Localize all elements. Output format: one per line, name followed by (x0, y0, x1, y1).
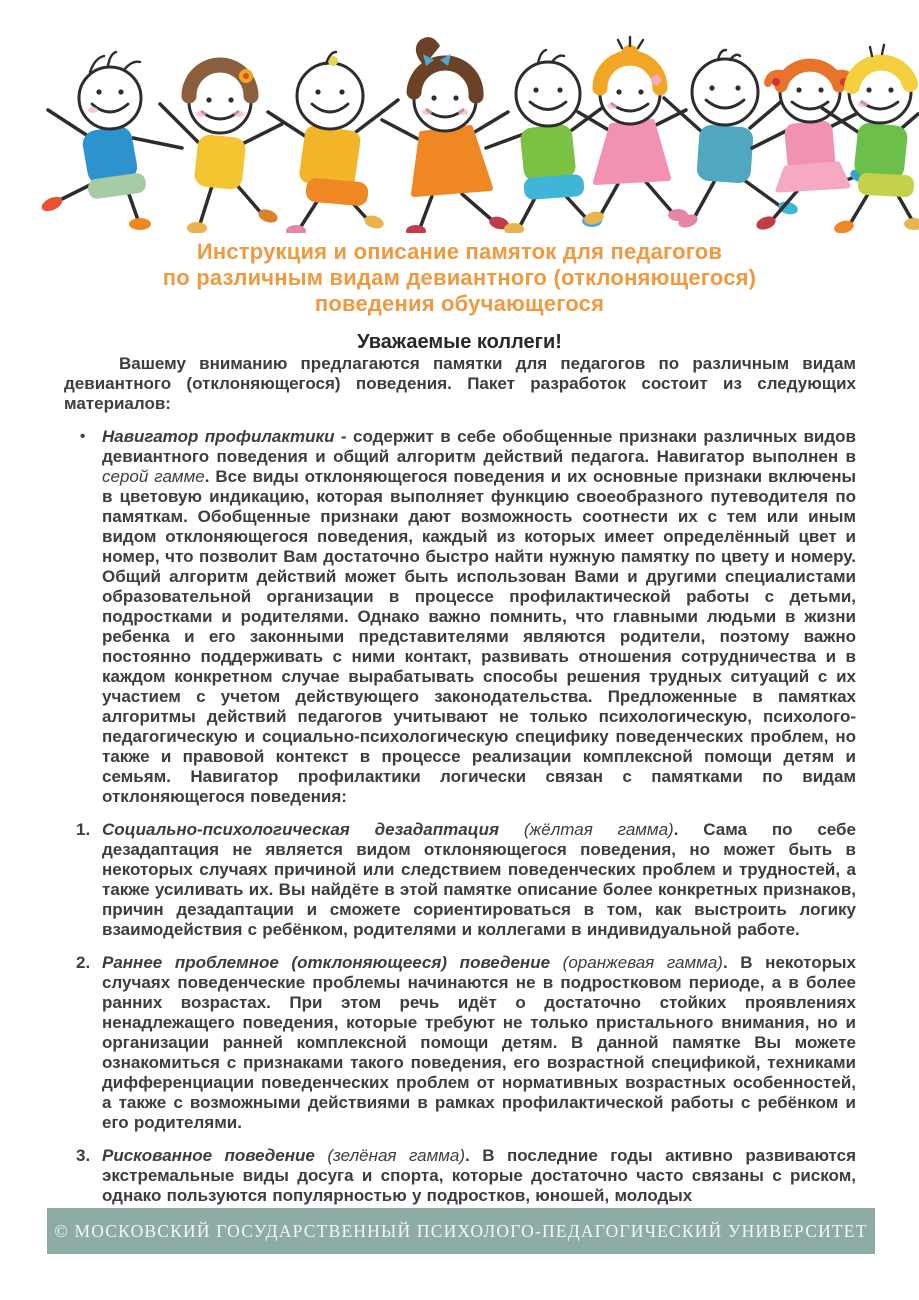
item-3-lead: Рискованное поведение (102, 1146, 315, 1165)
item-1-text (102, 820, 856, 940)
dancing-children-illustration (0, 28, 919, 233)
page-title-line-2: по различным видам девиантного (отклоняющегося) (162, 265, 757, 290)
numbered-item-2 (64, 953, 856, 1133)
child-boy-overalls (268, 52, 398, 233)
navigator-item-lead: Навигатор профилактики (102, 427, 335, 446)
item-3-number: 3. (76, 1146, 91, 1165)
navigator-item (64, 427, 856, 807)
numbered-item-1 (64, 820, 856, 940)
page-title (0, 239, 919, 317)
footer-copyright-text: © МОСКОВСКИЙ ГОСУДАРСТВЕННЫЙ ПСИХОЛОГО-ПЕДАГОГИЧЕСКИЙ УНИВЕРСИТЕТ (54, 1220, 868, 1241)
intro-paragraph: Вашему вниманию предлагаются памятки для педагогов по различным видам девиантного (отклоняющегося) поведения. Пакет разработок состоит из следующих материалов: (64, 354, 856, 413)
footer-bar (47, 1208, 875, 1254)
numbered-item-3 (64, 1146, 856, 1206)
item-3-text (102, 1146, 856, 1206)
navigator-item-body-1: - содержит в себе обобщенные признаки различных видов девиантного поведения и общий алгоритм действий педагога. Навигатор выполнен в (102, 427, 856, 466)
bullet-marker: • (80, 428, 86, 445)
child-girl-orange-dress (382, 37, 510, 233)
item-3-body: . В последние годы активно развиваются экстремальные виды досуга и спорта, которые достаточно часто связаны с риском, однако пользуются популярностью у подростков, юношей, молодых (102, 1146, 857, 1205)
child-boy-blue (39, 52, 182, 230)
item-2-text (102, 953, 856, 1133)
navigator-item-body-2: . Все виды отклоняющегося поведения и их основные признаки включены в цветовую индикацию, которая выполняет функцию своеобразного путеводителя по памяткам. Обобщенные признаки дают возможность соотнести их с тем или иным видом отклоняющегося поведения, каждый из которых имеет определённый цвет и номер, что позволит Вам достаточно быстро найти нужную памятку по цвету и номеру. Общий алгоритм действий может быть использован Вами и другими специалистами образовательной организации в процессе профилактической работы с детьми, подростками и родителями. Однако важно помнить, что главными людьми в жизни ребенка и его законными представителями являются родители, поэтому важно постоянно поддерживать с ними контакт, развивать отношения сотрудничества и в каждом конкретном случае вырабатывать способы решения трудных ситуаций с их участием с учетом действующего законодательства. Предложенные в памятках алгоритмы действий педагогов учитывают не только психологическую, психолого-педагогическую и социально-психологическую специфику поведенческих проблем, но также и правовой контекст в процессе реализации комплексной помощи детям и семьям. Навигатор профилактики логически связан с памятками по видам отклоняющегося поведения: (102, 467, 856, 806)
item-2-gamma: (оранжевая гамма) (550, 953, 723, 972)
navigator-item-italic-phrase: серой гамме (102, 467, 205, 486)
page-title-line-3: поведения обучающегося (314, 291, 605, 316)
greeting-heading: Уважаемые коллеги! (357, 331, 562, 353)
item-3-gamma: (зелёная гамма) (314, 1146, 466, 1165)
document-body (0, 354, 919, 1206)
item-2-lead: Раннее проблемное (отклоняющееся) поведение (102, 953, 551, 972)
navigator-item-text (102, 427, 856, 807)
header-illustration-area (0, 28, 919, 233)
item-1-number: 1. (76, 820, 91, 839)
page-title-line-1: Инструкция и описание памяток для педагогов (196, 239, 723, 264)
child-girl-pink-dress (578, 37, 688, 226)
child-boy-green (486, 50, 610, 233)
item-2-number: 2. (76, 953, 91, 972)
item-1-lead: Социально-психологическая дезадаптация (102, 820, 500, 839)
item-2-body: . В некоторых случаях поведенческие проблемы начинаются не в подростковом периоде, а в более ранних возрастах. При этом речь идёт о достаточно стойких проявлениях ненадлежащего поведения, которые требуют не только пристального внимания, но и организации ранней комплексной помощи детям. В данной памятке Вы можете ознакомиться с признаками такого поведения, его возрастной спецификой, техниками дифференциации поведенческих проблем от нормативных возрастных особенностей, а также с возможными действиями в рамках профилактической работы с ребёнком и его родителями. (102, 953, 856, 1132)
item-1-body: . Сама по себе дезадаптация не является видом отклоняющегося поведения, но может быть в некоторых случаях причиной или следствием поведенческих проблем и трудностей, а также усиливать их. Вы найдёте в этой памятке описание более конкретных признаков, причин дезадаптации и сможете сориентироваться в том, как выстроить логику взаимодействия с ребёнком, родителями и коллегами в индивидуальной работе. (102, 820, 856, 939)
item-1-gamma: (жёлтая гамма) (499, 820, 674, 839)
